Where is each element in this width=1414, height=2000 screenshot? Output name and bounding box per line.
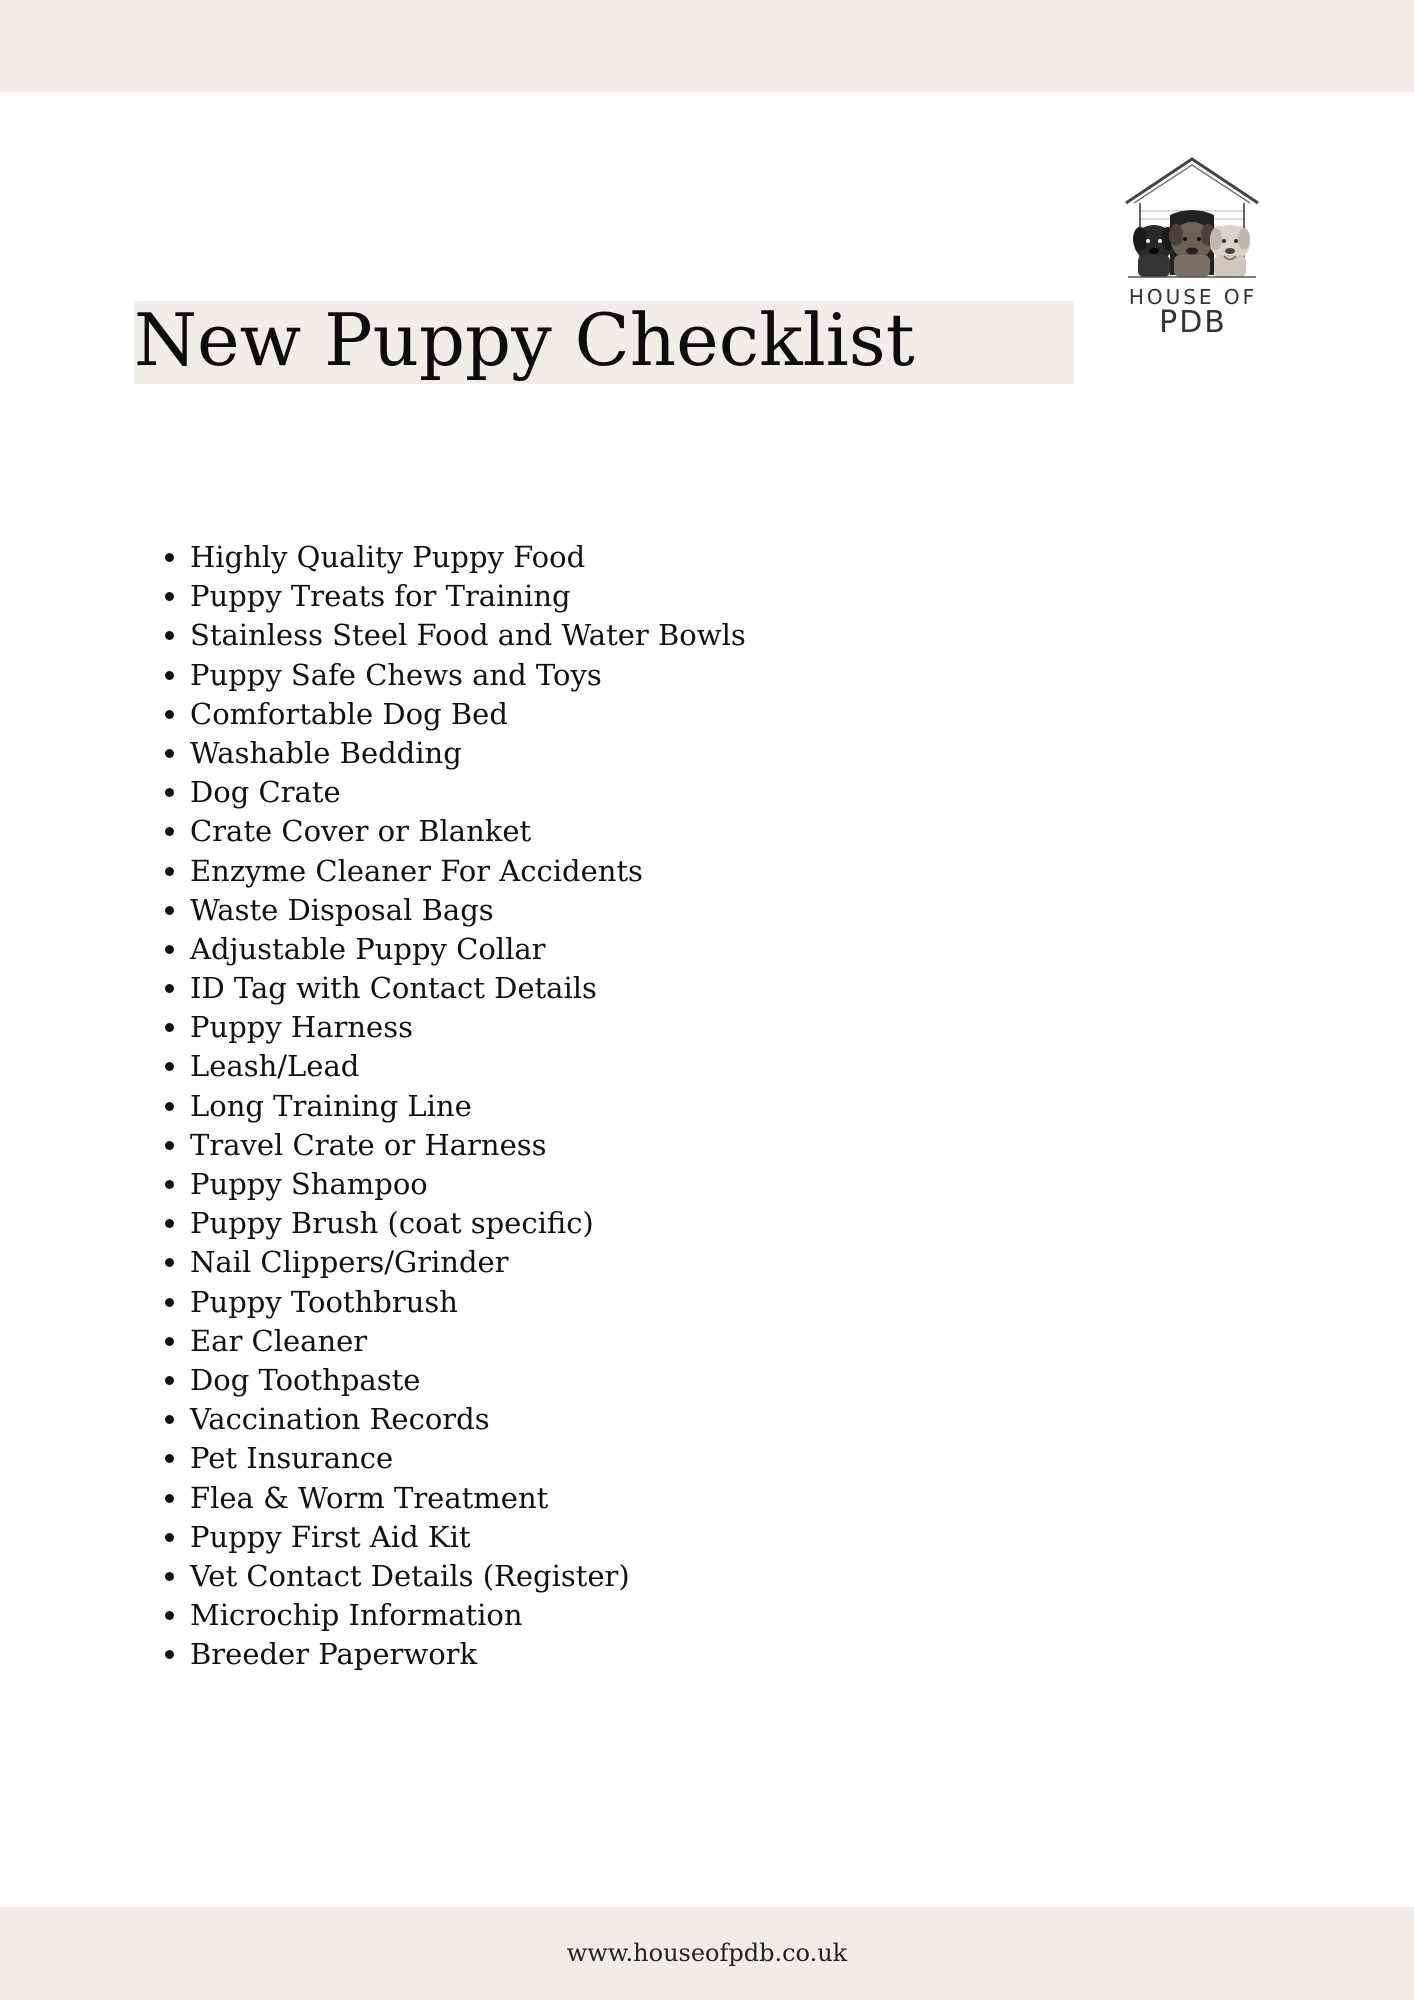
brand-logo: [1108, 155, 1278, 345]
footer-website-link[interactable]: www.houseofpdb.co.uk: [566, 1939, 848, 1967]
checklist-item: • Dog Crate: [190, 773, 746, 812]
checklist-item: • Puppy First Aid Kit: [190, 1518, 746, 1557]
checklist-item: • Vet Contact Details (Register): [190, 1557, 746, 1596]
checklist-item: • Breeder Paperwork: [190, 1635, 746, 1674]
checklist-item: • Puppy Brush (coat specific): [190, 1204, 746, 1243]
checklist-item: • Adjustable Puppy Collar: [190, 930, 746, 969]
checklist-item: • Comfortable Dog Bed: [190, 695, 746, 734]
checklist-item: • Washable Bedding: [190, 734, 746, 773]
checklist-item: • Puppy Toothbrush: [190, 1283, 746, 1322]
checklist-item: • Crate Cover or Blanket: [190, 812, 746, 851]
logo-text-line1: HOUSE OF: [1128, 285, 1258, 309]
checklist-item: • Puppy Treats for Training: [190, 577, 746, 616]
checklist-item: • Dog Toothpaste: [190, 1361, 746, 1400]
dog-house-logo-icon: [1108, 155, 1278, 285]
top-band: [0, 0, 1414, 92]
checklist-item: • Waste Disposal Bags: [190, 891, 746, 930]
checklist-item: • Ear Cleaner: [190, 1322, 746, 1361]
checklist-item: • Microchip Information: [190, 1596, 746, 1635]
checklist-item: • Leash/Lead: [190, 1047, 746, 1086]
checklist-item: • Travel Crate or Harness: [190, 1126, 746, 1165]
checklist-item: • Flea & Worm Treatment: [190, 1479, 746, 1518]
checklist-item: • Pet Insurance: [190, 1439, 746, 1478]
checklist-item: • Puppy Harness: [190, 1008, 746, 1047]
checklist-item: • ID Tag with Contact Details: [190, 969, 746, 1008]
checklist-item: • Long Training Line: [190, 1087, 746, 1126]
page-title: New Puppy Checklist: [134, 298, 915, 382]
checklist-item: • Puppy Shampoo: [190, 1165, 746, 1204]
checklist-item: • Nail Clippers/Grinder: [190, 1243, 746, 1282]
logo-text-line2: PDB: [1159, 305, 1227, 340]
checklist-item: • Enzyme Cleaner For Accidents: [190, 852, 746, 891]
checklist-item: • Vaccination Records: [190, 1400, 746, 1439]
checklist-item: • Stainless Steel Food and Water Bowls: [190, 616, 746, 655]
checklist-item: • Highly Quality Puppy Food: [190, 538, 746, 577]
checklist: [150, 538, 746, 1674]
checklist-item: • Puppy Safe Chews and Toys: [190, 656, 746, 695]
